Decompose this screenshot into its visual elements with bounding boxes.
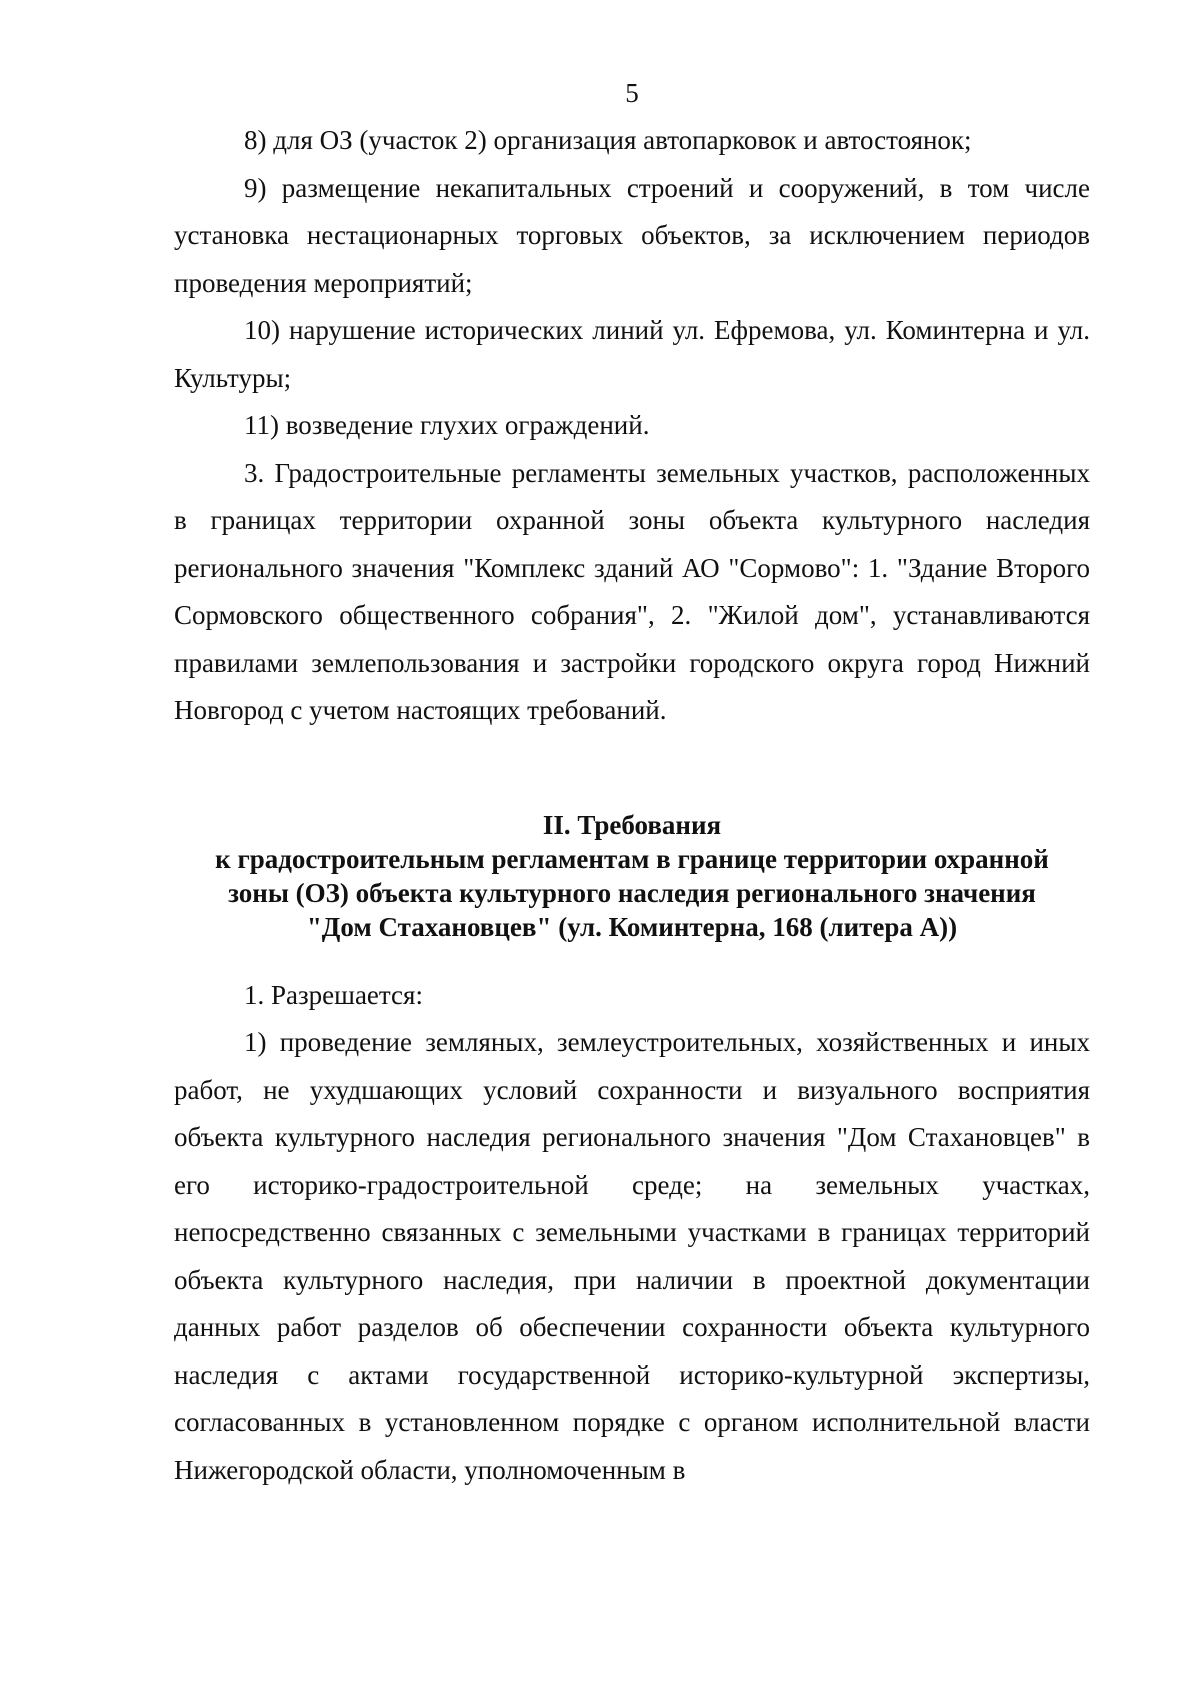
- list-item-8: 8) для ОЗ (участок 2) организация автопарковок и автостоянок;: [244, 125, 972, 155]
- section-heading-line-4: "Дом Стахановцев" (ул. Коминтерна, 168 (литера А)): [306, 911, 958, 942]
- section-heading-line-2: к градостроительным регламентам в границе территории охранной: [215, 843, 1049, 874]
- heading-spacer: [174, 944, 1090, 972]
- section-spacer: [174, 735, 1090, 808]
- section-heading-line-3: зоны (ОЗ) объекта культурного наследия регионального значения: [228, 877, 1036, 908]
- list-item-11: 11) возведение глухих ограждений.: [244, 410, 650, 440]
- section-heading-title: II. Требования: [542, 809, 722, 840]
- allowed-item-1: 1) проведение земляных, землеустроительных, хозяйственных и иных работ, не ухудшающих условий сохранности и визуального восприятия объекта культурного наследия регионального значения "Дом Стахановцев" в его историко-градостроительной среде; на земельных участках, непосредственно связанных с земельными участками в границах территорий объекта культурного наследия, при наличии в проектной документации данных работ разделов об обеспечении сохранности объекта культурного наследия с актами государственной историко-культурной экспертизы, согласованных в установленном порядке с органом исполнительной власти Нижегородской области, уполномоченным в: [174, 1027, 1090, 1485]
- section-heading: [174, 808, 1090, 944]
- allowed-label: 1. Разрешается:: [244, 979, 423, 1010]
- list-item-10: 10) нарушение исторических линий ул. Ефремова, ул. Коминтерна и ул. Культуры;: [174, 315, 1090, 393]
- page-number: 5: [625, 78, 639, 108]
- paragraph-3-regulations: 3. Градостроительные регламенты земельных участков, расположенных в границах территории охранной зоны объекта культурного наследия регионального значения "Комплекс зданий АО "Сормово": 1. "Здание Второго Сормовского общественного собрания", 2. "Жилой дом", устанавливаются правилами землепользования и застройки городского округа город Нижний Новгород с учетом настоящих требований.: [174, 457, 1090, 725]
- list-item-9: 9) размещение некапитальных строений и сооружений, в том числе установка нестационарных торговых объектов, за исключением периодов проведения мероприятий;: [174, 172, 1090, 298]
